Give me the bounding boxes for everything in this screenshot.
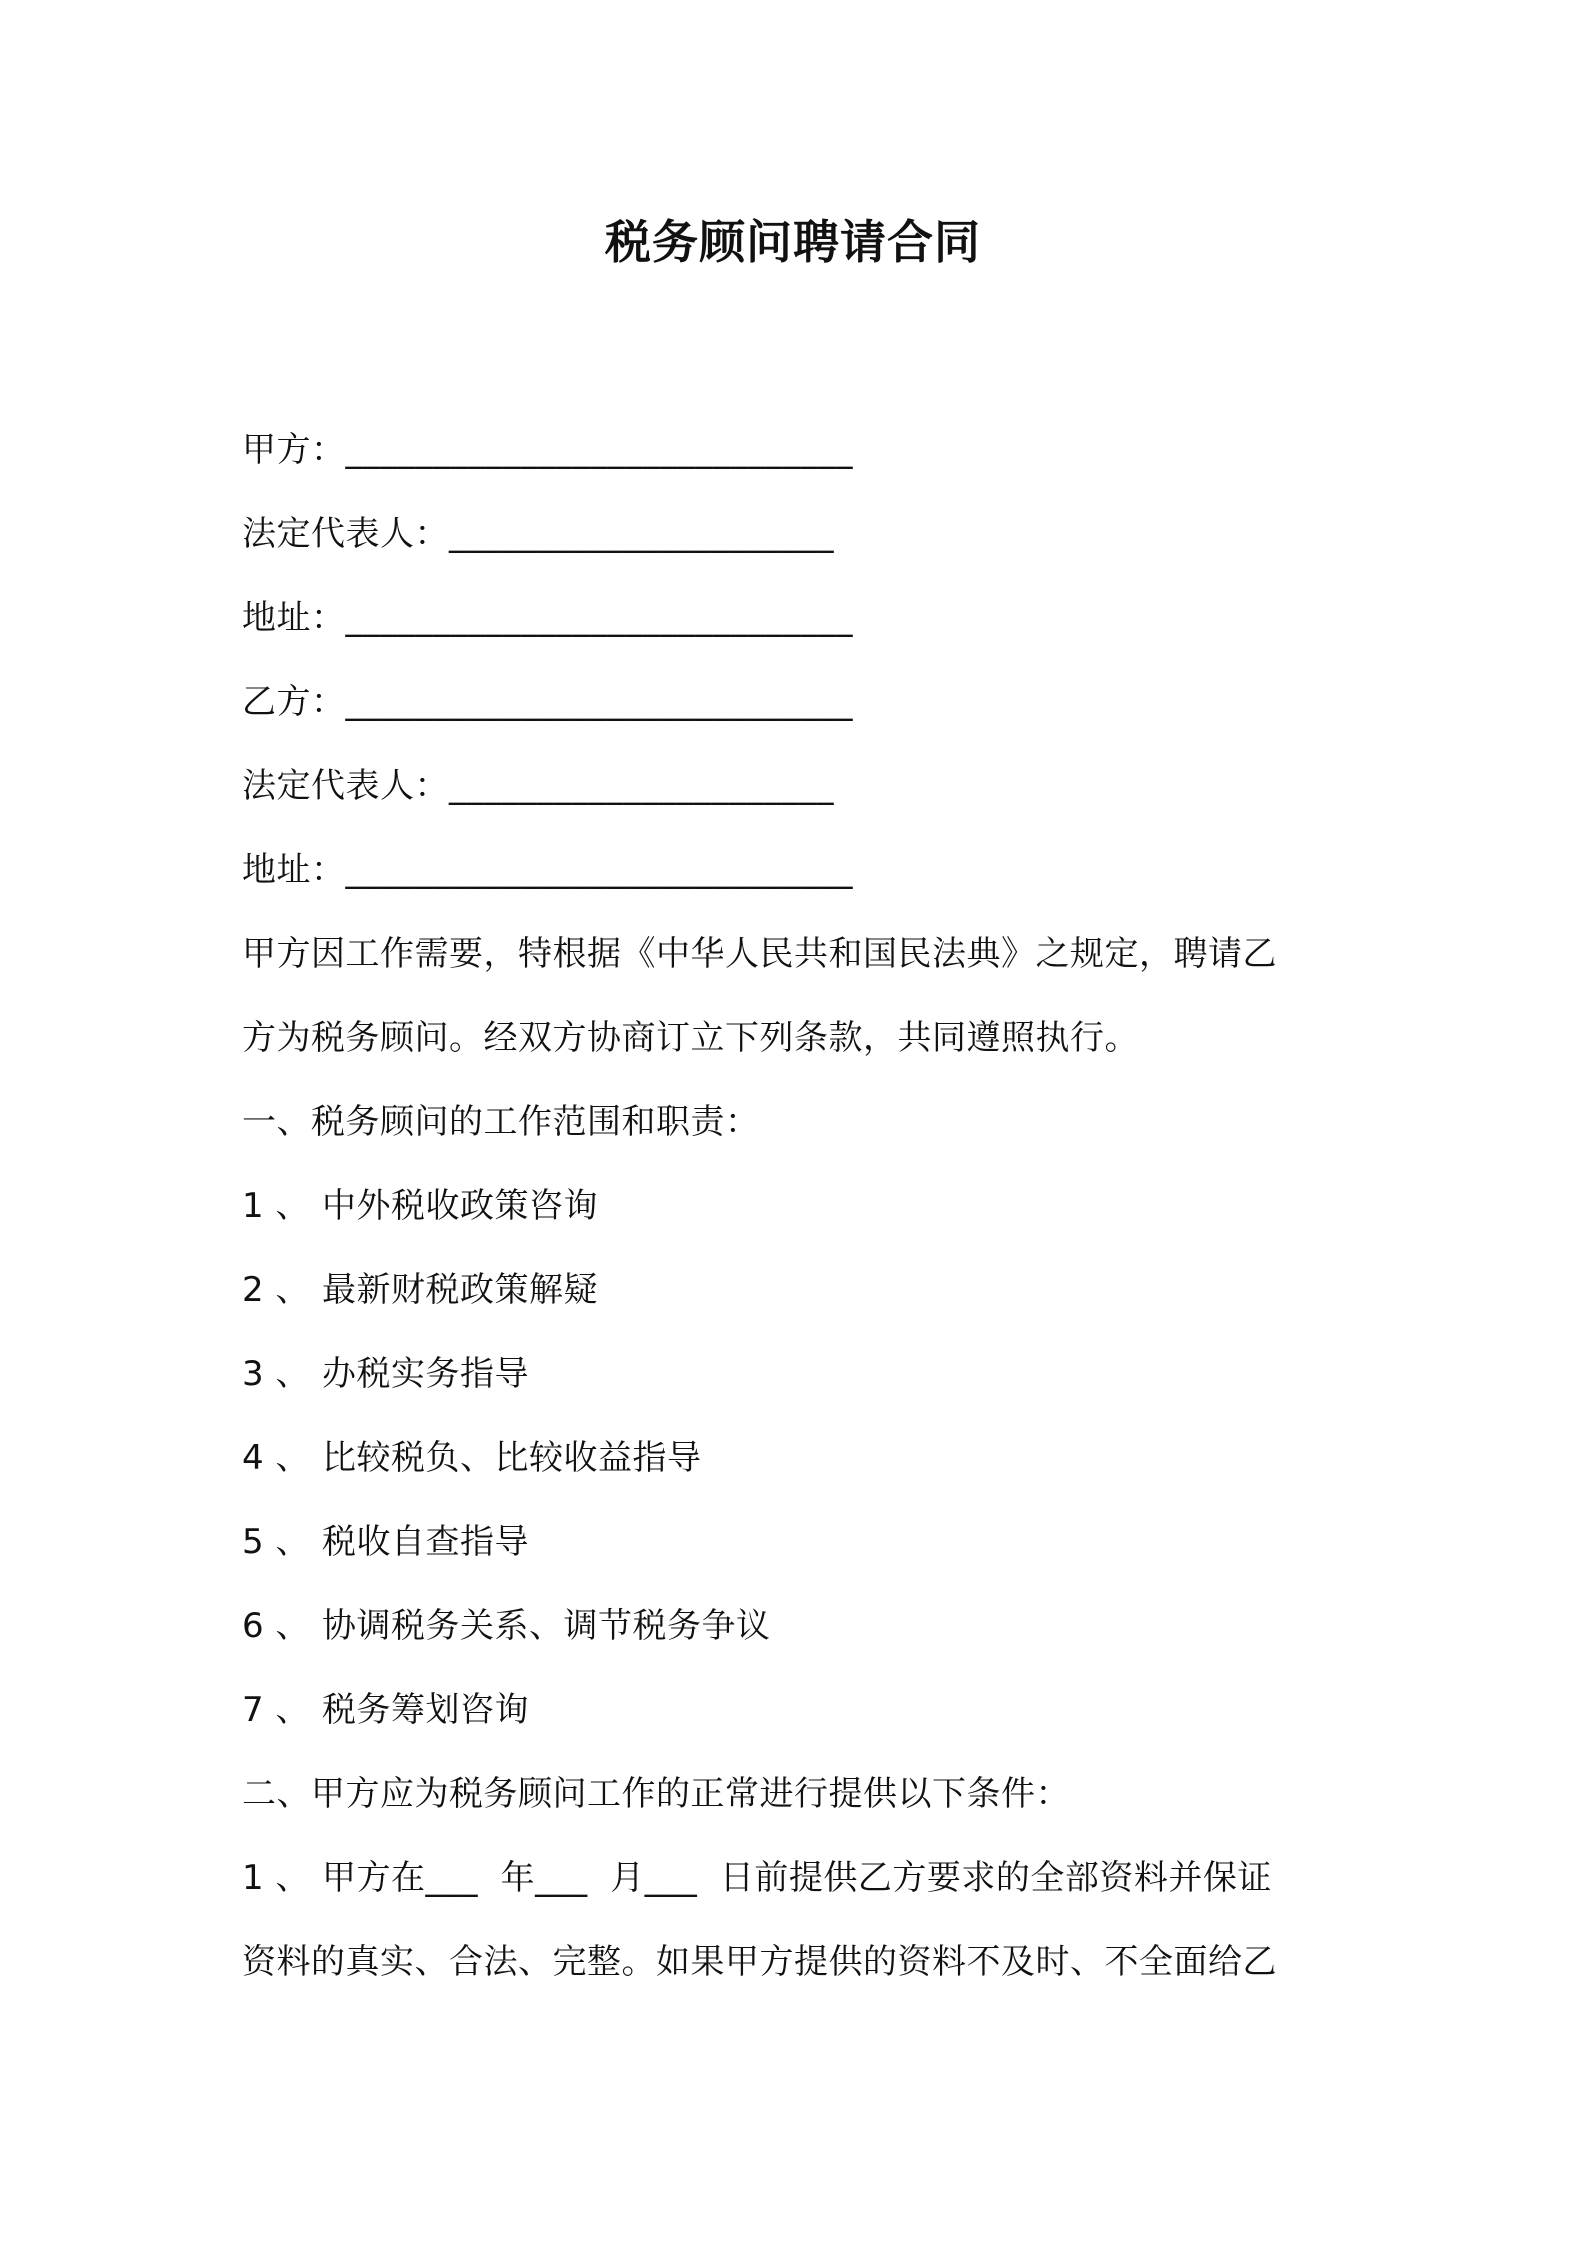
party-b-address-blank: _____________________________ bbox=[345, 850, 853, 890]
list-item-text: 最新财税政策解疑 bbox=[322, 1270, 598, 1310]
intro-paragraph-line: 甲方因工作需要，特根据《中华人民共和国民法典》之规定，聘请乙 bbox=[242, 934, 1277, 974]
party-a-representative-line bbox=[242, 492, 1362, 576]
party-a-representative-label: 法定代表人： bbox=[242, 514, 449, 554]
party-a-address-line bbox=[242, 576, 1362, 660]
list-item-number: 2 、 bbox=[242, 1270, 310, 1310]
party-a-representative-blank: ______________________ bbox=[449, 514, 834, 554]
document-body bbox=[242, 408, 1362, 2004]
list-item-number: 5 、 bbox=[242, 1522, 310, 1562]
list-item bbox=[242, 1584, 1362, 1668]
list-item-number: 3 、 bbox=[242, 1354, 310, 1394]
list-item-number: 1 、 bbox=[242, 1186, 310, 1226]
list-item-text: 中外税收政策咨询 bbox=[322, 1186, 598, 1226]
list-item bbox=[242, 1668, 1362, 1752]
list-item bbox=[242, 1248, 1362, 1332]
party-a-blank: _____________________________ bbox=[345, 430, 853, 470]
party-a-label: 甲方： bbox=[242, 430, 346, 470]
list-item-number: 7 、 bbox=[242, 1690, 310, 1730]
list-item-text: 税务筹划咨询 bbox=[322, 1690, 529, 1730]
intro-paragraph-line: 方为税务顾问。经双方协商订立下列条款，共同遵照执行。 bbox=[242, 1018, 1139, 1058]
party-b-label: 乙方： bbox=[242, 682, 346, 722]
list-item-number: 1 、 bbox=[242, 1858, 310, 1898]
party-a-line bbox=[242, 408, 1362, 492]
section-1-heading: 一、税务顾问的工作范围和职责： bbox=[242, 1102, 760, 1142]
list-item-text: 甲方在___ 年___ 月___ 日前提供乙方要求的全部资料并保证 bbox=[322, 1858, 1272, 1898]
party-b-address-label: 地址： bbox=[242, 850, 346, 890]
list-item-number: 4 、 bbox=[242, 1438, 310, 1478]
list-item-text: 协调税务关系、调节税务争议 bbox=[322, 1606, 771, 1646]
document-title: 税务顾问聘请合同 bbox=[605, 215, 981, 269]
party-b-address-line bbox=[242, 828, 1362, 912]
list-item-text: 比较税负、比较收益指导 bbox=[322, 1438, 702, 1478]
list-item bbox=[242, 1164, 1362, 1248]
list-item bbox=[242, 1332, 1362, 1416]
list-item-text: 税收自查指导 bbox=[322, 1522, 529, 1562]
list-item bbox=[242, 1416, 1362, 1500]
party-b-representative-line bbox=[242, 744, 1362, 828]
list-item bbox=[242, 1500, 1362, 1584]
section-2-heading: 二、甲方应为税务顾问工作的正常进行提供以下条件： bbox=[242, 1774, 1070, 1814]
party-b-blank: _____________________________ bbox=[345, 682, 853, 722]
section-2-item-1 bbox=[242, 1836, 1362, 1920]
party-b-representative-blank: ______________________ bbox=[449, 766, 834, 806]
party-b-line bbox=[242, 660, 1362, 744]
party-a-address-blank: _____________________________ bbox=[345, 598, 853, 638]
party-a-address-label: 地址： bbox=[242, 598, 346, 638]
section-2-item-1-continuation: 资料的真实、合法、完整。如果甲方提供的资料不及时、不全面给乙 bbox=[242, 1942, 1277, 1982]
party-b-representative-label: 法定代表人： bbox=[242, 766, 449, 806]
list-item-number: 6 、 bbox=[242, 1606, 310, 1646]
list-item-text: 办税实务指导 bbox=[322, 1354, 529, 1394]
